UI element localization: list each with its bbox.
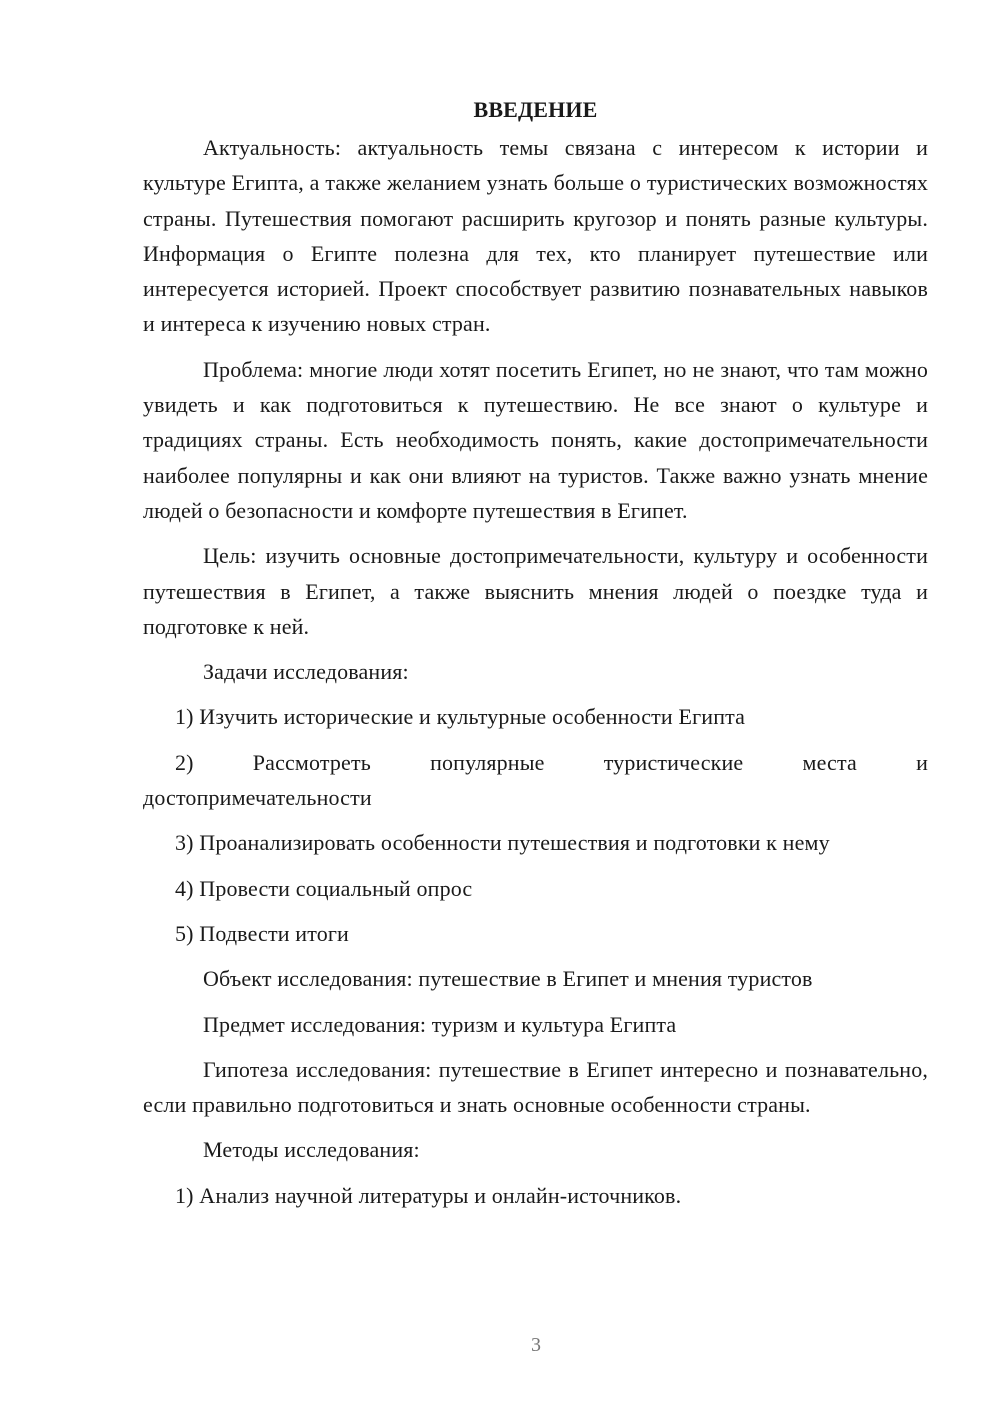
task-item-1: 1) Изучить исторические и культурные особенности Египта — [175, 704, 746, 730]
problem-paragraph: Проблема: многие люди хотят посетить Египет, но не знают, что там можно увидеть и как подготовиться к путешествию. Не все знают о культуре и традициях страны. Есть необходимость понять, какие достопримечательности наиболее популярны и как они влияют на туристов. Также важно узнать мнение людей о безопасности и комфорте путешествия в Египет. — [143, 356, 928, 523]
page-number: 3 — [531, 1334, 541, 1356]
method-item-1: 1) Анализ научной литературы и онлайн-источников. — [175, 1182, 682, 1208]
relevance-paragraph: Актуальность: актуальность темы связана с интересом к истории и культуре Египта, а также желанием узнать больше о туристических возможностях страны. Путешествия помогают расширить кругозор и понять разные культуры. Информация о Египте полезна для тех, кто планирует путешествие или интересуется историей. Проект способствует развитию познавательных навыков и интереса к изучению новых стран. — [143, 135, 928, 337]
subject-line: Предмет исследования: туризм и культура Египта — [203, 1011, 677, 1037]
task-item-2: 2) Рассмотреть популярные туристические места и — [175, 749, 928, 775]
hypothesis-paragraph: Гипотеза исследования: путешествие в Египет интересно и познавательно, если правильно подготовиться и знать основные особенности страны. — [143, 1056, 928, 1118]
goal-paragraph: Цель: изучить основные достопримечательности, культуру и особенности путешествия в Египет, а также выяснить мнения людей о поездке туда и подготовке к ней. — [143, 543, 928, 639]
object-line: Объект исследования: путешествие в Египет и мнения туристов — [203, 966, 813, 992]
task-item-4: 4) Провести социальный опрос — [175, 875, 473, 901]
task-item-2-continuation: достопримечательности — [143, 785, 372, 811]
task-item-5: 5) Подвести итоги — [175, 920, 349, 946]
section-heading: ВВЕДЕНИЕ — [473, 97, 598, 122]
task-item-3: 3) Проанализировать особенности путешествия и подготовки к нему — [175, 830, 830, 856]
document-page — [143, 92, 928, 1223]
tasks-heading: Задачи исследования: — [203, 659, 409, 685]
methods-heading: Методы исследования: — [203, 1137, 420, 1163]
